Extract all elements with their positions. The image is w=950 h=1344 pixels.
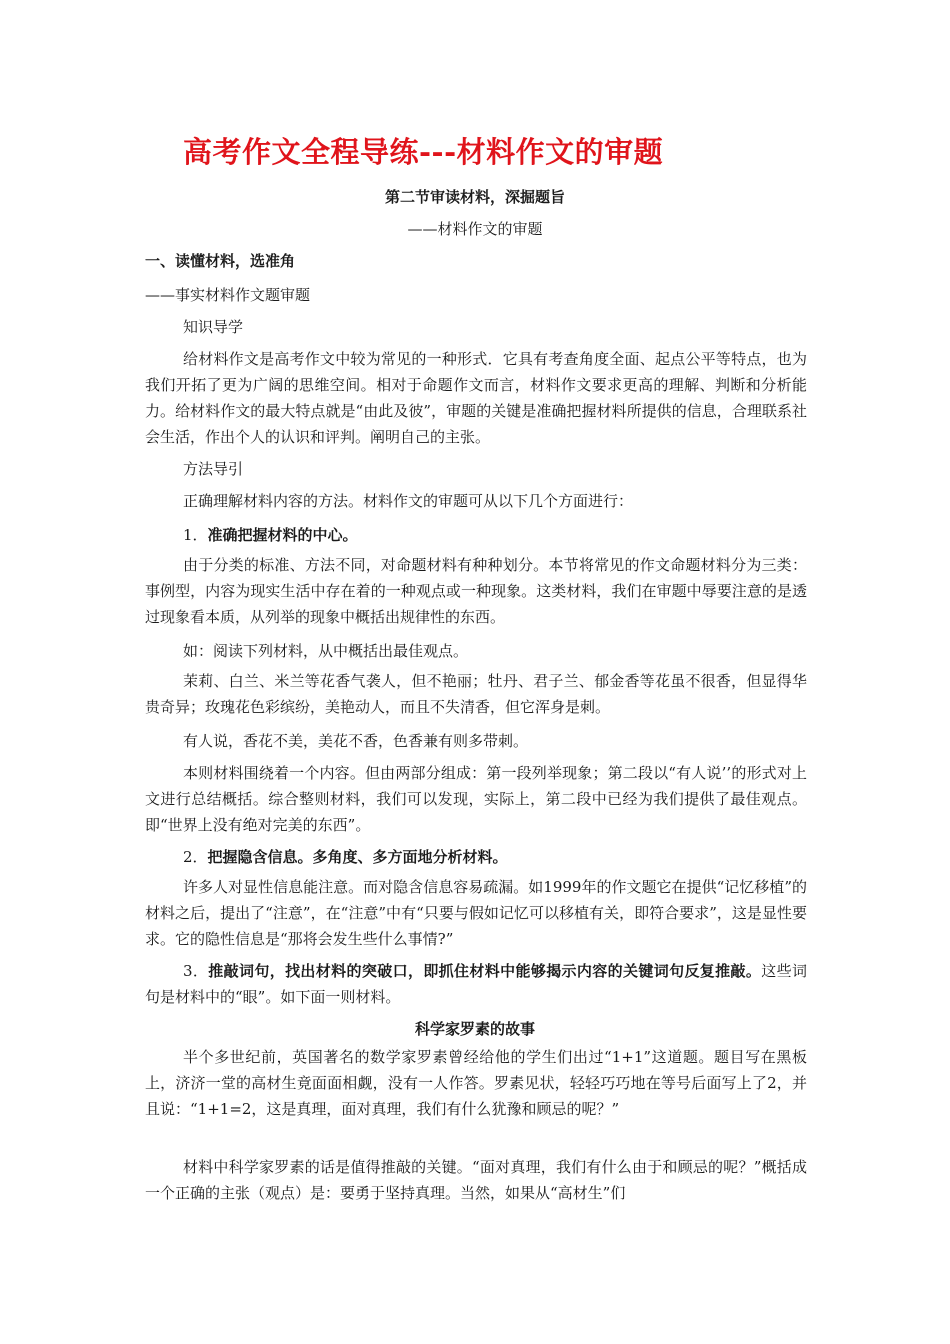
point1-heading (183, 524, 805, 545)
example-intro: 如：阅读下列材料，从中概括出最佳观点。 (183, 642, 469, 660)
section-title: 第二节审读材料，深掘题旨 (384, 188, 565, 206)
point1-number: 1． (183, 526, 208, 544)
point2-number: 2． (183, 848, 208, 866)
story-title: 科学家罗素的故事 (414, 1020, 535, 1038)
document-title: 高考作文全程导练---材料作文的审题 (183, 135, 664, 169)
point2-text: 把握隐含信息。多角度、多方面地分析材料。 (207, 848, 508, 866)
label-knowledge: 知识导学 (183, 318, 244, 336)
paragraph-flowers: 茉莉、白兰、米兰等花香气袭人，但不艳丽；牡丹、君子兰、郁金香等花虽不很香，但显得华贵奇异；玫瑰花色彩缤纷，美艳动人，而且不失清香，但它浑身是刺。 (145, 672, 807, 716)
paragraph-point1: 由于分类的标准、方法不同，对命题材料有种种划分。本节将常见的作文命题材料分为三类：事例型，内容为现实生活中存在着的一种观点或一种现象。这类材料，我们在审题中辱要注意的是透过现象看本质，从列举的现象中概括出规律性的东西。 (145, 556, 807, 626)
paragraph-intro: 给材料作文是高考作文中较为常见的一种形式．它具有考查角度全面、起点公平等特点，也为我们开拓了更为广阔的思维空间。相对于命题作文而言，材料作文要求更高的理解、判断和分析能力。给材料作文的最大特点就是“由此及彼”，审题的关键是准确把握材料所提供的信息，合理联系社会生活，作出个人的认识和评判。阐明自己的主张。 (145, 350, 807, 446)
paragraph-analysis: 本则材料围绕着一个内容。但由两部分组成：第一段列举现象；第二段以“有人说’’的形式对上文进行总结概括。综合整则材料，我们可以发现，实际上，第二段中已经为我们提供了最佳观点。即“世界上没有绝对完美的东西”。 (145, 764, 807, 834)
paragraph-last: 材料中科学家罗素的话是值得推敲的关键。“面对真理，我们有什么由于和顾忌的呢？”概括成一个正确的主张（观点）是：要勇于坚持真理。当然，如果从“高材生”们 (145, 1158, 807, 1202)
point3-rest-text: 这些词句是材料中的“眼”。如下面一则材料。 (145, 962, 807, 1006)
point2-heading (183, 846, 805, 867)
paragraph-point2: 许多人对显性信息能注意。而对隐含信息容易疏漏。如1999年的作文题它在提供“记忆移植”的材料之后，提出了“注意”，在“注意”中有“只要与假如记忆可以移植有关，即符合要求”，这是显性要求。它的隐性信息是“那将会发生些什么事情?” (145, 878, 807, 948)
point3-bold-text: 推敲词句，找出材料的突破口，即抓住材料中能够揭示内容的关键词句反复推敲。 (208, 962, 762, 980)
paragraph-story: 半个多世纪前，英国著名的数学家罗素曾经给他的学生们出过“1+1”这道题。题目写在黑板上，济济一堂的高材生竟面面相觑，没有一人作答。罗素见状，轻轻巧巧地在等号后面写上了2，并且说：“1+1=2，这是真理，面对真理，我们有什么犹豫和顾忌的呢？” (145, 1048, 807, 1118)
paragraph-point3 (145, 958, 807, 1010)
method-intro: 正确理解材料内容的方法。材料作文的审题可从以下几个方面进行： (183, 492, 634, 510)
paragraph-saying: 有人说，香花不美，美花不香，色香兼有则多带刺。 (183, 732, 529, 750)
part1-subheading: ——事实材料作文题审题 (145, 286, 311, 304)
part1-heading: 一、读懂材料，选准角 (145, 252, 296, 270)
label-method: 方法导引 (183, 460, 244, 478)
section-subtitle: ——材料作文的审题 (407, 220, 543, 238)
point3-number: 3． (183, 962, 209, 980)
point1-text: 准确把握材料的中心。 (207, 526, 358, 544)
